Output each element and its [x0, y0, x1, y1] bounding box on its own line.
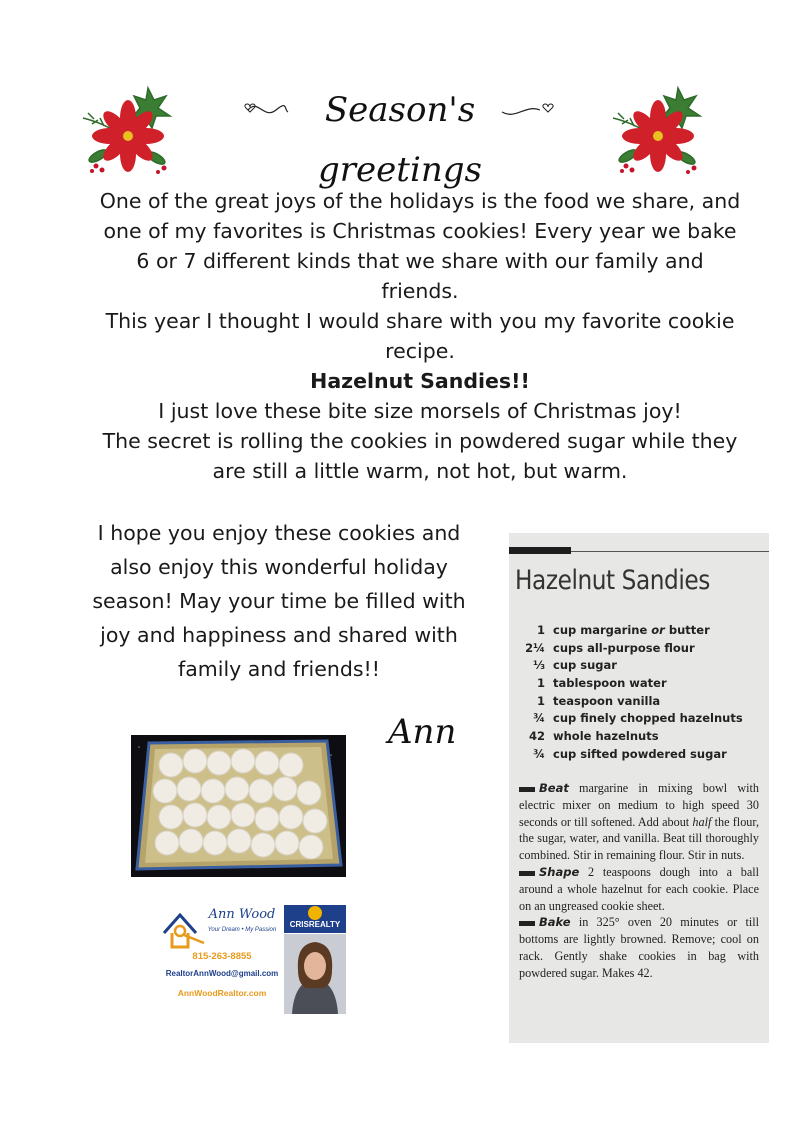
ingredient-qty: 42	[528, 729, 545, 744]
clipping-rule	[571, 551, 769, 552]
email-address[interactable]: RealtorAnnWood@gmail.com	[165, 969, 279, 978]
recipe-title: Hazelnut Sandies	[515, 565, 710, 596]
intro-paragraph: I just love these bite size morsels of Christmas joy!	[158, 399, 682, 423]
recipe-steps	[519, 780, 759, 982]
ingredient-row	[517, 623, 767, 641]
ingredient-qty: 1	[536, 676, 545, 691]
ingredient-text: cup sifted powdered sugar	[553, 746, 727, 761]
ingredient-text: cup finely chopped hazelnuts	[553, 711, 743, 726]
ingredient-text: cup sugar	[553, 658, 617, 673]
ingredient-text: cup margarine or butter	[553, 623, 710, 637]
cris-realty-logo	[284, 905, 346, 933]
intro-text	[95, 186, 745, 486]
ingredient-text: tablespoon water	[553, 676, 667, 691]
ingredient-qty: 1	[536, 623, 545, 637]
intro-paragraph: This year I thought I would share with you my favorite cookie recipe.	[105, 309, 735, 363]
key-icon	[308, 906, 322, 920]
intro-paragraph: One of the great joys of the holidays is the food we share, and one of my favorites is Christmas cookies! Every year we bake 6 or 7 different kinds that we share with our family and friends.	[99, 189, 741, 303]
ingredient-qty: ⅓	[533, 658, 545, 673]
greeting-title: Season's greetings	[318, 90, 482, 190]
ingredient-row	[517, 676, 767, 694]
ingredient-qty: 2¼	[525, 640, 545, 655]
logo-tagline: Your Dream • My Passion	[207, 927, 277, 933]
recipe-step: Bake in 325° oven 20 minutes or till bottoms are lightly browned. Remove; cool on rack. Gently shake cookies in bag with powdered sugar. Makes 42.	[519, 915, 759, 980]
ingredient-qty: 1	[536, 693, 545, 708]
ingredient-list	[517, 623, 767, 765]
realtor-portrait	[284, 934, 346, 1014]
clipping-rule	[509, 547, 571, 554]
ingredient-row	[517, 658, 767, 676]
recipe-step: Shape 2 teaspoons dough into a ball around a whole hazelnut for each cookie. Place on an ungreased cookie sheet.	[519, 864, 759, 913]
intro-paragraph: The secret is rolling the cookies in powdered sugar while they are still a little warm, not hot, but warm.	[102, 429, 738, 483]
signature: Ann	[388, 712, 457, 752]
logo-name: Ann Wood	[208, 907, 276, 922]
cookies-image	[131, 735, 346, 877]
poinsettia-icon	[78, 78, 178, 178]
cookies-photo	[131, 735, 346, 877]
website-link[interactable]: AnnWoodRealtor.com	[177, 988, 267, 998]
ingredient-row	[517, 729, 767, 747]
ingredient-text: teaspoon vanilla	[553, 693, 661, 708]
ingredient-qty: ¾	[533, 711, 545, 726]
ingredient-row	[517, 641, 767, 659]
recipe-clipping	[509, 533, 769, 1043]
ingredient-row	[517, 747, 767, 765]
ingredient-row	[517, 711, 767, 729]
closing-text: I hope you enjoy these cookies and also enjoy this wonderful holiday season! May your time be filled with joy and happiness and shared with family and friends!!	[92, 521, 466, 681]
ingredient-row	[517, 694, 767, 712]
poinsettia-icon	[608, 78, 708, 178]
ingredient-text: whole hazelnuts	[553, 729, 659, 744]
recipe-name: Hazelnut Sandies!!	[310, 369, 530, 393]
header	[0, 70, 794, 190]
ingredient-text: cups all-purpose flour	[553, 640, 695, 655]
recipe-step: Beat margarine in mixing bowl with electric mixer on medium to high speed 30 seconds or till softened. Add about half the flour, the sugar, water, and vanilla. Beat till thoroughly combined. Stir in remaining flour. Stir in nuts.	[519, 781, 759, 863]
ingredient-qty: ¾	[533, 746, 545, 761]
realtor-card	[160, 903, 350, 1018]
brokerage-name: CRISREALTY	[289, 920, 341, 929]
phone-number[interactable]: 815-263-8855	[192, 951, 252, 962]
